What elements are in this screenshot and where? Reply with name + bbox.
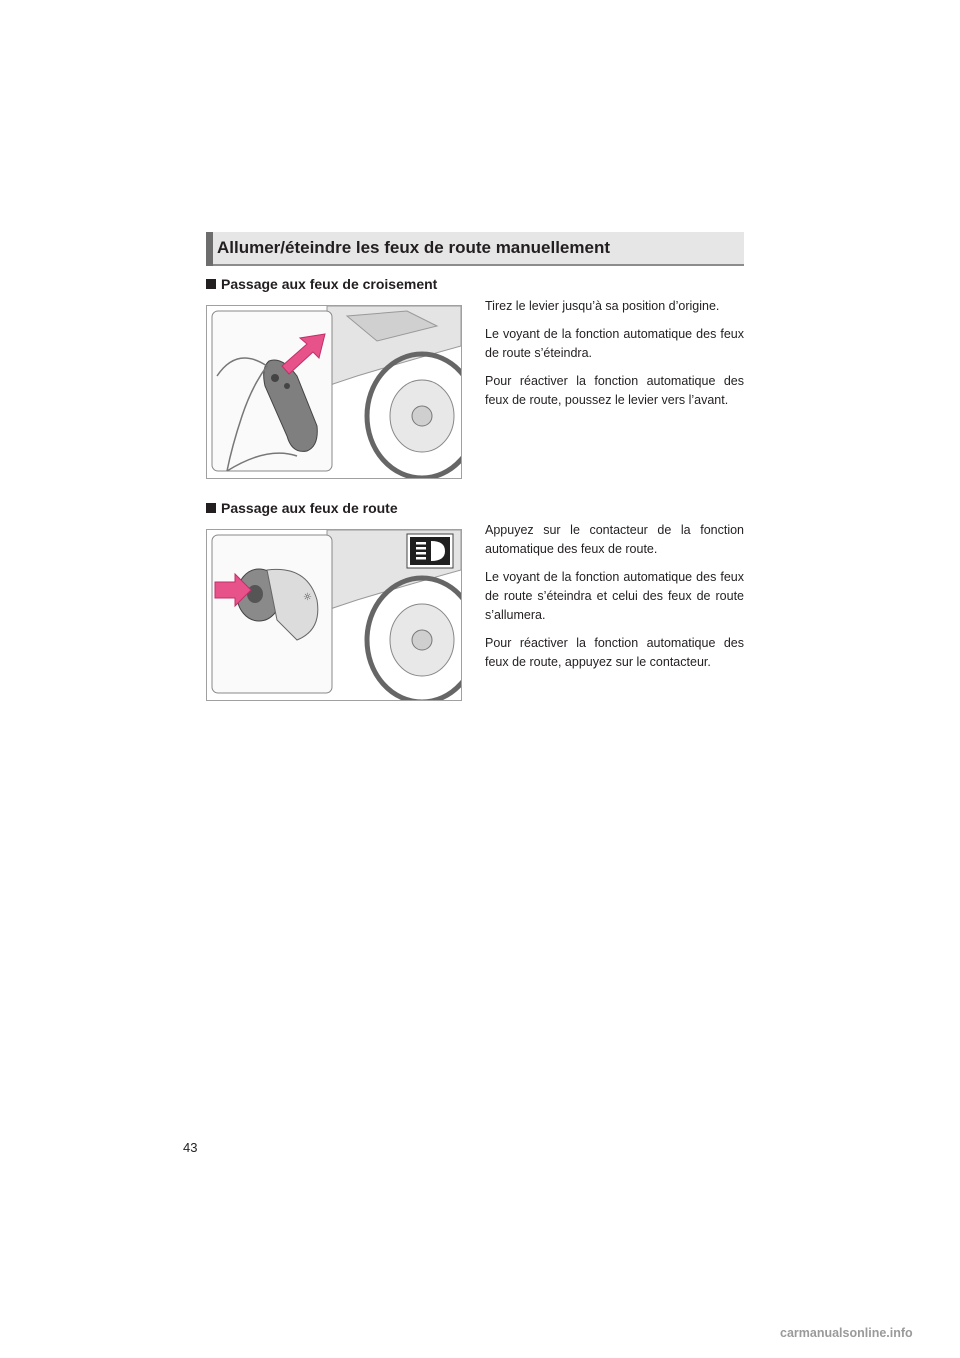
paragraph: Tirez le levier jusqu’à sa position d’origine. [485,299,720,313]
paragraph: Pour réactiver la fonction automatique des feux de route, poussez le levier vers l’avant. [485,374,744,407]
section-title: Allumer/éteindre les feux de route manuellement [217,238,611,257]
text-high-beam [485,521,744,681]
paragraph: Le voyant de la fonction automatique des feux de route s’éteindra. [485,327,744,360]
section-banner [206,232,744,266]
bullet-square-icon [206,279,216,289]
subsection-heading-text: Passage aux feux de croisement [221,276,438,292]
paragraph: Le voyant de la fonction automatique des feux de route s’éteindra et celui des feux de route s’allumera. [485,570,744,622]
subsection-heading-low-beam [206,276,437,292]
illustration-switch-press [206,529,462,701]
paragraph: Pour réactiver la fonction automatique des feux de route, appuyez sur le contacteur. [485,636,744,669]
watermark[interactable]: carmanualsonline.info [780,1326,913,1340]
subsection-heading-high-beam [206,500,398,516]
lever-pull-drawing [207,306,461,478]
svg-text:☼: ☼ [303,592,312,603]
page-number: 43 [183,1140,198,1155]
subsection-heading-text: Passage aux feux de route [221,500,398,516]
section-banner-bar [206,232,213,266]
bullet-square-icon [206,503,216,513]
illustration-lever-pull [206,305,462,479]
text-low-beam [485,297,744,419]
switch-press-drawing [207,530,461,700]
paragraph: Appuyez sur le contacteur de la fonction automatique des feux de route. [485,523,744,556]
